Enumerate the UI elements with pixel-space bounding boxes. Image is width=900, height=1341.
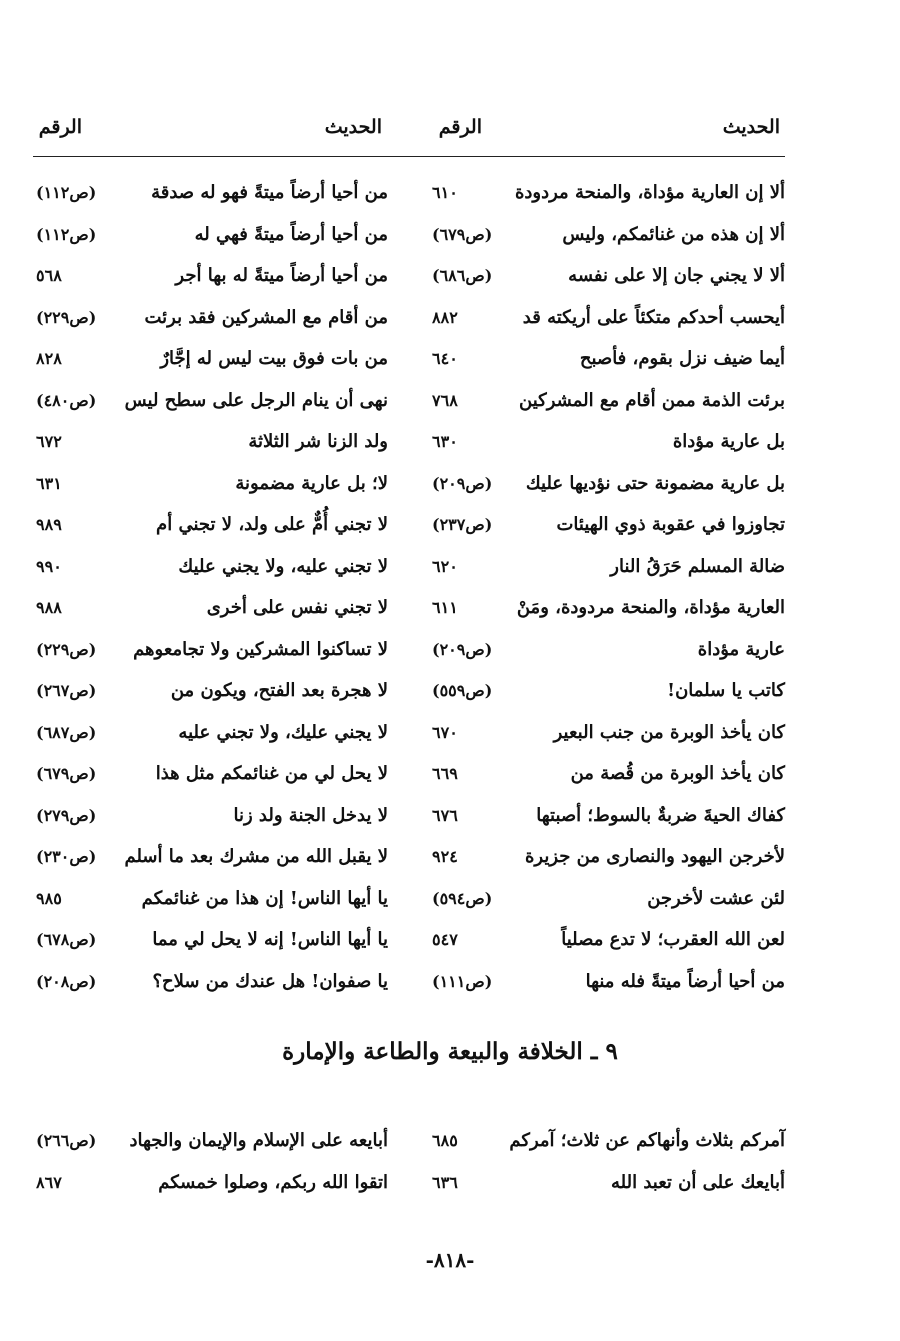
index-entry bbox=[36, 635, 388, 665]
index-entry bbox=[36, 303, 388, 333]
hadith-number: (ص١١٢) bbox=[36, 183, 97, 202]
hadith-number: ٦٧٠ bbox=[432, 722, 458, 742]
hadith-number: ٩٨٥ bbox=[36, 888, 62, 908]
hadith-number: ٦٤٠ bbox=[432, 349, 458, 368]
index-entry bbox=[432, 510, 785, 540]
hadith-text: لا تجني عليه، ولا يجني عليك bbox=[178, 555, 388, 577]
index-entry bbox=[36, 801, 388, 831]
index-entry bbox=[36, 884, 388, 914]
hadith-text: نهى أن ينام الرجل على سطح ليس bbox=[124, 389, 388, 411]
hadith-text: أيحسب أحدكم متكئاً على أريكته قد bbox=[522, 306, 785, 328]
index-entry bbox=[36, 925, 388, 955]
hadith-number: (ص٥٥٩) bbox=[432, 681, 493, 700]
hadith-text: ألا لا يجني جان إلا على نفسه bbox=[568, 265, 785, 286]
hadith-number: (ص٤٨٠) bbox=[36, 390, 97, 410]
hadith-text: من أقام مع المشركين فقد برئت bbox=[144, 306, 388, 328]
hadith-number: ٥٤٧ bbox=[432, 930, 458, 949]
hadith-text: أبايعه على الإسلام والإيمان والجهاد bbox=[129, 1130, 388, 1151]
header-left-number: الرقم bbox=[38, 116, 82, 138]
hadith-text: لا هجرة بعد الفتح، ويكون من bbox=[170, 680, 388, 701]
index-entry bbox=[432, 635, 785, 665]
header-left-hadith: الحديث bbox=[324, 116, 382, 138]
hadith-text: يا صفوان! هل عندك من سلاح؟ bbox=[152, 970, 388, 992]
index-entry bbox=[36, 1126, 388, 1156]
header-divider bbox=[33, 156, 785, 157]
hadith-number: ٦٨٥ bbox=[432, 1131, 458, 1150]
index-entry bbox=[36, 469, 388, 499]
hadith-number: (ص٢٠٨) bbox=[36, 971, 97, 991]
index-entry bbox=[432, 884, 785, 914]
hadith-text: يا أيها الناس! إن هذا من غنائمكم bbox=[141, 887, 388, 909]
hadith-text: كان يأخذ الوبرة من قُصة من bbox=[570, 763, 785, 784]
hadith-number: (ص٢٦٧) bbox=[36, 681, 97, 700]
index-entry bbox=[432, 178, 785, 208]
index-entry bbox=[36, 759, 388, 789]
hadith-text: من أحيا أرضاً ميتةً فهي له bbox=[194, 223, 388, 245]
hadith-text: كفاك الحيةَ ضربةٌ بالسوط؛ أصبتها bbox=[536, 804, 785, 826]
hadith-number: ٦٧٢ bbox=[36, 432, 62, 451]
index-entry bbox=[432, 469, 785, 499]
hadith-number: ٨٨٢ bbox=[432, 307, 458, 327]
hadith-text: لأخرجن اليهود والنصارى من جزيرة bbox=[524, 846, 785, 867]
index-entry bbox=[36, 676, 388, 706]
hadith-text: لا يحل لي من غنائمكم مثل هذا bbox=[155, 763, 388, 784]
hadith-number: ٦٣١ bbox=[36, 473, 62, 493]
hadith-number: (ص٢٢٩) bbox=[36, 307, 97, 327]
hadith-number: (ص٦٨٧) bbox=[36, 722, 97, 742]
hadith-number: ٨٦٧ bbox=[36, 1173, 62, 1192]
index-entry bbox=[36, 261, 388, 291]
index-entry bbox=[36, 344, 388, 374]
hadith-number: (ص٦٨٦) bbox=[432, 266, 493, 285]
index-entry bbox=[432, 1126, 785, 1156]
hadith-number: (ص٦٧٩) bbox=[36, 764, 97, 783]
index-entry bbox=[432, 427, 785, 457]
hadith-text: برئت الذمة ممن أقام مع المشركين bbox=[519, 389, 785, 411]
hadith-number: ٦١٠ bbox=[432, 183, 458, 202]
hadith-number: (ص٢٧٩) bbox=[36, 805, 97, 825]
index-entry bbox=[432, 303, 785, 333]
hadith-text: أيما ضيف نزل بقوم، فأصبح bbox=[579, 348, 785, 369]
header-right-hadith: الحديث bbox=[722, 116, 780, 138]
hadith-text: من أحيا أرضاً ميتةً له بها أجر bbox=[175, 265, 388, 286]
index-entry bbox=[432, 344, 785, 374]
hadith-text: لعن الله العقرب؛ لا تدع مصلياً bbox=[561, 929, 785, 950]
index-entry bbox=[432, 676, 785, 706]
hadith-text: العارية مؤداة، والمنحة مردودة، ومَنْ bbox=[516, 597, 785, 618]
hadith-number: (ص١١٢) bbox=[36, 224, 97, 244]
hadith-number: (ص٢٣٧) bbox=[432, 515, 493, 534]
hadith-number: (ص٢٦٦) bbox=[36, 1131, 97, 1150]
hadith-number: (ص١١١) bbox=[432, 971, 493, 991]
hadith-text: كاتب يا سلمان! bbox=[667, 680, 785, 701]
hadith-text: أبايعك على أن تعبد الله bbox=[610, 1172, 785, 1193]
hadith-text: لا يجني عليك، ولا تجني عليه bbox=[178, 721, 388, 743]
index-entry bbox=[432, 718, 785, 748]
hadith-text: ضالة المسلم حَرَقُ النار bbox=[610, 555, 785, 577]
index-entry bbox=[432, 1168, 785, 1198]
hadith-number: (ص٥٩٤) bbox=[432, 888, 493, 908]
hadith-number: ٩٨٨ bbox=[36, 598, 62, 617]
hadith-text: تجاوزوا في عقوبة ذوي الهيئات bbox=[556, 514, 785, 535]
page-number: -٨١٨- bbox=[425, 1248, 475, 1272]
hadith-text: يا أيها الناس! إنه لا يحل لي مما bbox=[152, 929, 388, 950]
index-entry bbox=[36, 718, 388, 748]
hadith-number: ٨٢٨ bbox=[36, 349, 62, 368]
index-entry bbox=[36, 427, 388, 457]
hadith-number: (ص٢٢٩) bbox=[36, 639, 97, 659]
hadith-number: ٩٩٠ bbox=[36, 556, 62, 576]
hadith-text: من بات فوق بيت ليس له إجَّارٌ bbox=[160, 348, 388, 369]
hadith-number: ٦٣٠ bbox=[432, 432, 458, 451]
hadith-number: (ص٦٧٨) bbox=[36, 930, 97, 949]
index-entry bbox=[432, 801, 785, 831]
hadith-number: ٦٦٩ bbox=[432, 764, 458, 783]
index-entry bbox=[432, 552, 785, 582]
index-entry bbox=[36, 1168, 388, 1198]
hadith-text: ألا إن هذه من غنائمكم، وليس bbox=[562, 223, 785, 245]
index-entry bbox=[36, 552, 388, 582]
hadith-number: ٦١١ bbox=[432, 598, 458, 617]
index-entry bbox=[36, 178, 388, 208]
hadith-text: لا يدخل الجنة ولد زنا bbox=[233, 804, 388, 826]
hadith-text: بل عارية مؤداة bbox=[672, 431, 785, 452]
index-entry bbox=[432, 220, 785, 250]
section-title: ٩ ـ الخلافة والبيعة والطاعة والإمارة bbox=[282, 1038, 618, 1065]
hadith-number: ٥٦٨ bbox=[36, 266, 62, 285]
index-entry bbox=[432, 593, 785, 623]
header-right-number: الرقم bbox=[438, 116, 482, 138]
hadith-text: من أحيا أرضاً ميتةً فهو له صدقة bbox=[151, 182, 388, 203]
hadith-text: اتقوا الله ربكم، وصلوا خمسكم bbox=[158, 1172, 388, 1193]
hadith-number: (ص٢٠٩) bbox=[432, 473, 493, 493]
hadith-text: بل عارية مضمونة حتى نؤديها عليك bbox=[525, 472, 785, 494]
hadith-text: عارية مؤداة bbox=[697, 638, 785, 660]
index-entry bbox=[432, 386, 785, 416]
index-entry bbox=[432, 967, 785, 997]
hadith-number: (ص٦٧٩) bbox=[432, 224, 493, 244]
hadith-number: (ص٢٠٩) bbox=[432, 639, 493, 659]
hadith-number: (ص٢٣٠) bbox=[36, 847, 97, 866]
hadith-text: لا تجني نفس على أخرى bbox=[206, 597, 388, 618]
index-entry bbox=[36, 386, 388, 416]
hadith-number: ٦٧٦ bbox=[432, 805, 458, 825]
hadith-text: ولد الزنا شر الثلاثة bbox=[248, 431, 388, 452]
hadith-text: لا يقبل الله من مشرك بعد ما أسلم bbox=[124, 846, 388, 867]
index-entry bbox=[432, 925, 785, 955]
index-entry bbox=[36, 593, 388, 623]
hadith-number: ٩٢٤ bbox=[432, 847, 458, 866]
hadith-number: ٧٦٨ bbox=[432, 390, 458, 410]
index-entry bbox=[36, 220, 388, 250]
index-entry bbox=[432, 842, 785, 872]
hadith-text: لا تساكنوا المشركين ولا تجامعوهم bbox=[133, 638, 388, 660]
hadith-number: ٦٣٦ bbox=[432, 1173, 458, 1192]
hadith-text: لا؛ بل عارية مضمونة bbox=[235, 472, 388, 494]
hadith-text: لئن عشت لأخرجن bbox=[647, 887, 785, 909]
index-entry bbox=[36, 967, 388, 997]
hadith-text: من أحيا أرضاً ميتةً فله منها bbox=[585, 970, 785, 992]
hadith-number: ٩٨٩ bbox=[36, 515, 62, 534]
hadith-text: ألا إن العارية مؤداة، والمنحة مردودة bbox=[514, 182, 785, 203]
hadith-text: لا تجني أُمٌّ على ولد، لا تجني أم bbox=[156, 514, 388, 535]
hadith-text: آمركم بثلاث وأنهاكم عن ثلاث؛ آمركم bbox=[509, 1130, 785, 1151]
index-entry bbox=[432, 261, 785, 291]
index-entry bbox=[432, 759, 785, 789]
index-entry bbox=[36, 842, 388, 872]
hadith-text: كان يأخذ الوبرة من جنب البعير bbox=[553, 721, 785, 743]
index-entry bbox=[36, 510, 388, 540]
hadith-number: ٦٢٠ bbox=[432, 556, 458, 576]
